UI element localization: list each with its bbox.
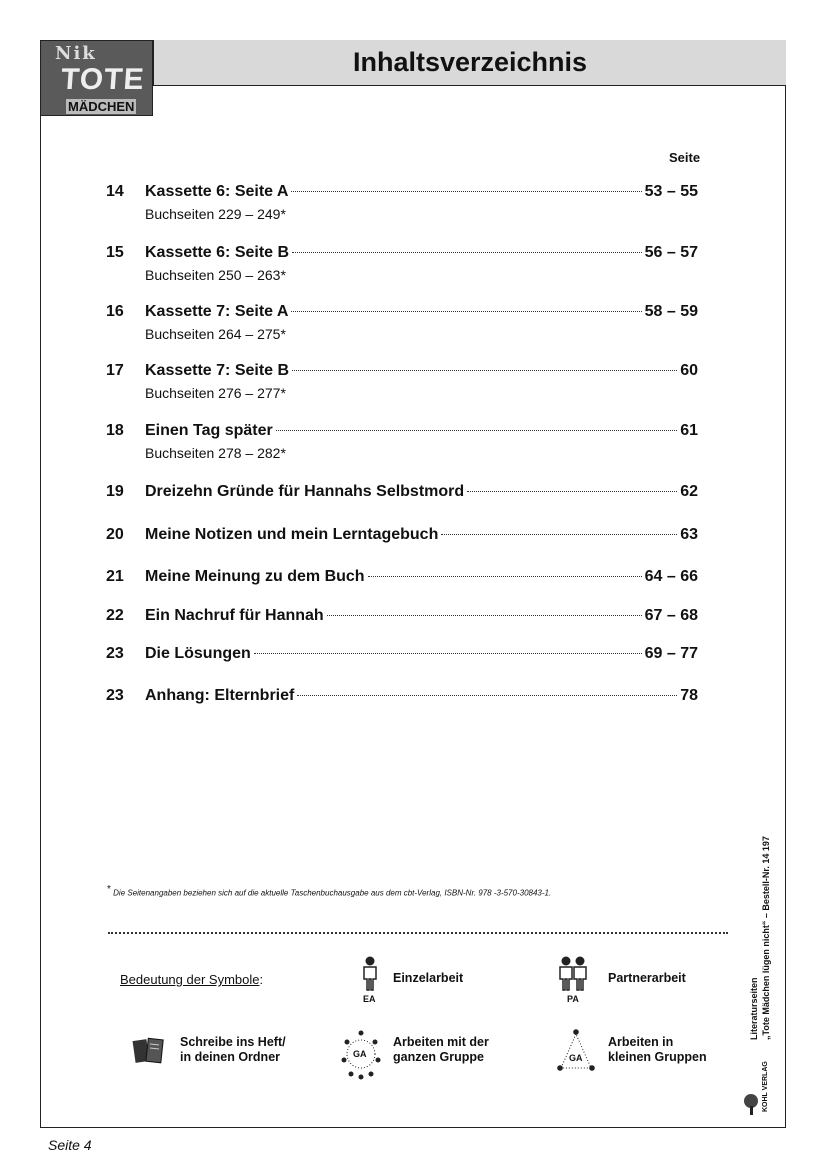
toc-entry-number: 22 — [106, 607, 124, 624]
toc-entry-line — [145, 483, 698, 501]
gruppe-label-line1: Arbeiten mit der — [393, 1035, 489, 1049]
toc-entry-number: 14 — [106, 183, 124, 200]
toc-entry-line — [145, 362, 698, 380]
small-group-triangle-icon — [556, 1028, 596, 1074]
toc-entry-title: Kassette 7: Seite A — [145, 303, 289, 320]
symbols-title-colon: : — [259, 972, 264, 987]
toc-entry-title: Meine Meinung zu dem Buch — [145, 568, 365, 585]
toc-entry-pages: 64 – 66 — [644, 568, 698, 585]
publisher-tree-icon — [742, 1092, 762, 1116]
toc-entry-pages: 69 – 77 — [644, 645, 698, 662]
toc-entry-line — [145, 568, 698, 586]
toc-entry-pages: 78 — [680, 687, 698, 704]
toc-leader-dots — [292, 252, 642, 253]
toc-entry-pages: 67 – 68 — [644, 607, 698, 624]
toc-entry-number: 19 — [106, 483, 124, 500]
logo-line3: MÄDCHEN — [68, 99, 135, 114]
person-icon — [360, 955, 380, 991]
heft-label — [180, 1035, 286, 1065]
partnerarbeit-label: Partnerarbeit — [608, 971, 686, 985]
toc-entry-number: 18 — [106, 422, 124, 439]
toc-leader-dots — [441, 534, 677, 535]
symbols-title-text: Bedeutung der Symbole — [120, 972, 260, 987]
toc-entry-line — [145, 303, 698, 321]
toc-entry-subpages: Buchseiten 229 – 249* — [145, 206, 286, 222]
toc-leader-dots — [291, 311, 641, 312]
toc-entry-pages: 60 — [680, 362, 698, 379]
kleingruppe-label-line1: Arbeiten in — [608, 1035, 674, 1049]
toc-entry-number: 23 — [106, 645, 124, 662]
toc-entry-subpages: Buchseiten 276 – 277* — [145, 385, 286, 401]
toc-leader-dots — [254, 653, 642, 654]
toc-entry-title: Kassette 6: Seite A — [145, 183, 289, 200]
toc-entry-line — [145, 244, 698, 262]
footnote-marker: * — [107, 884, 111, 895]
kleingruppe-label-line2: kleinen Gruppen — [608, 1050, 707, 1064]
partnerarbeit-abbr: PA — [567, 994, 579, 1004]
footnote — [107, 884, 551, 898]
toc-entry-pages: 63 — [680, 526, 698, 543]
toc-entry-line — [145, 526, 698, 544]
toc-entry-title: Dreizehn Gründe für Hannahs Selbstmord — [145, 483, 465, 500]
toc-entry-pages: 58 – 59 — [644, 303, 698, 320]
toc-entry-number: 15 — [106, 244, 124, 261]
toc-entry-line — [145, 422, 698, 440]
toc-entry-title: Ein Nachruf für Hannah — [145, 607, 324, 624]
toc-entry-line — [145, 607, 698, 625]
kleingruppe-label — [608, 1035, 707, 1065]
toc-leader-dots — [291, 191, 641, 192]
book-logo — [40, 40, 153, 116]
toc-entry-title: Kassette 7: Seite B — [145, 362, 290, 379]
toc-entry-line — [145, 687, 698, 705]
toc-leader-dots — [327, 615, 642, 616]
toc-entry-pages: 61 — [680, 422, 698, 439]
logo-line2: TOTE — [59, 63, 146, 96]
toc-entry-number: 17 — [106, 362, 124, 379]
toc-entry-number: 16 — [106, 303, 124, 320]
toc-entry-pages: 56 – 57 — [644, 244, 698, 261]
kleingruppe-abbr: GA — [569, 1053, 583, 1063]
symbols-title — [120, 972, 263, 987]
heft-label-line1: Schreibe ins Heft/ — [180, 1035, 286, 1049]
toc-entry-pages: 62 — [680, 483, 698, 500]
side-publisher-info — [748, 810, 772, 1040]
toc-entry-number: 23 — [106, 687, 124, 704]
toc-leader-dots — [276, 430, 677, 431]
toc-leader-dots — [368, 576, 642, 577]
heft-label-line2: in deinen Ordner — [180, 1050, 281, 1064]
toc-entry-subpages: Buchseiten 278 – 282* — [145, 445, 286, 461]
toc-entry-title: Die Lösungen — [145, 645, 251, 662]
toc-entry-number: 21 — [106, 568, 124, 585]
toc-leader-dots — [297, 695, 677, 696]
page-title: Inhaltsverzeichnis — [352, 47, 588, 77]
toc-entry-title: Kassette 6: Seite B — [145, 244, 290, 261]
notebook-icon — [131, 1036, 167, 1066]
dotted-separator — [108, 932, 728, 934]
toc-entry-title: Anhang: Elternbrief — [145, 687, 295, 704]
footnote-text: Die Seitenangaben beziehen sich auf die aktuelle Taschenbuchausgabe aus dem cbt-Verlag, ISBN-Nr. 978 -3-570-30843-1. — [113, 888, 552, 898]
side-line1: Literaturseiten — [749, 977, 759, 1040]
toc-entry-pages: 53 – 55 — [644, 183, 698, 200]
side-line2: „Tote Mädchen lügen nicht“ – Bestell-Nr. 14 197 — [761, 836, 771, 1040]
gruppe-label — [393, 1035, 489, 1065]
toc-leader-dots — [467, 491, 677, 492]
einzelarbeit-abbr: EA — [363, 994, 376, 1004]
toc-leader-dots — [292, 370, 677, 371]
publisher-name: KOHL VERLAG — [762, 1061, 769, 1112]
gruppe-label-line2: ganzen Gruppe — [393, 1050, 484, 1064]
toc-entry-title: Einen Tag später — [145, 422, 273, 439]
seite-column-label: Seite — [669, 150, 701, 165]
toc-entry-line — [145, 645, 698, 663]
toc-entry-number: 20 — [106, 526, 124, 543]
title-bar — [153, 40, 786, 86]
gruppe-abbr: GA — [353, 1049, 367, 1059]
two-persons-icon — [557, 955, 589, 991]
toc-entry-subpages: Buchseiten 250 – 263* — [145, 267, 286, 283]
toc-entry-title: Meine Notizen und mein Lerntagebuch — [145, 526, 439, 543]
toc-entry-line — [145, 183, 698, 201]
toc-entry-subpages: Buchseiten 264 – 275* — [145, 326, 286, 342]
logo-line1: Nik — [55, 43, 97, 64]
einzelarbeit-label: Einzelarbeit — [393, 971, 464, 985]
page-number: Seite 4 — [48, 1137, 92, 1153]
